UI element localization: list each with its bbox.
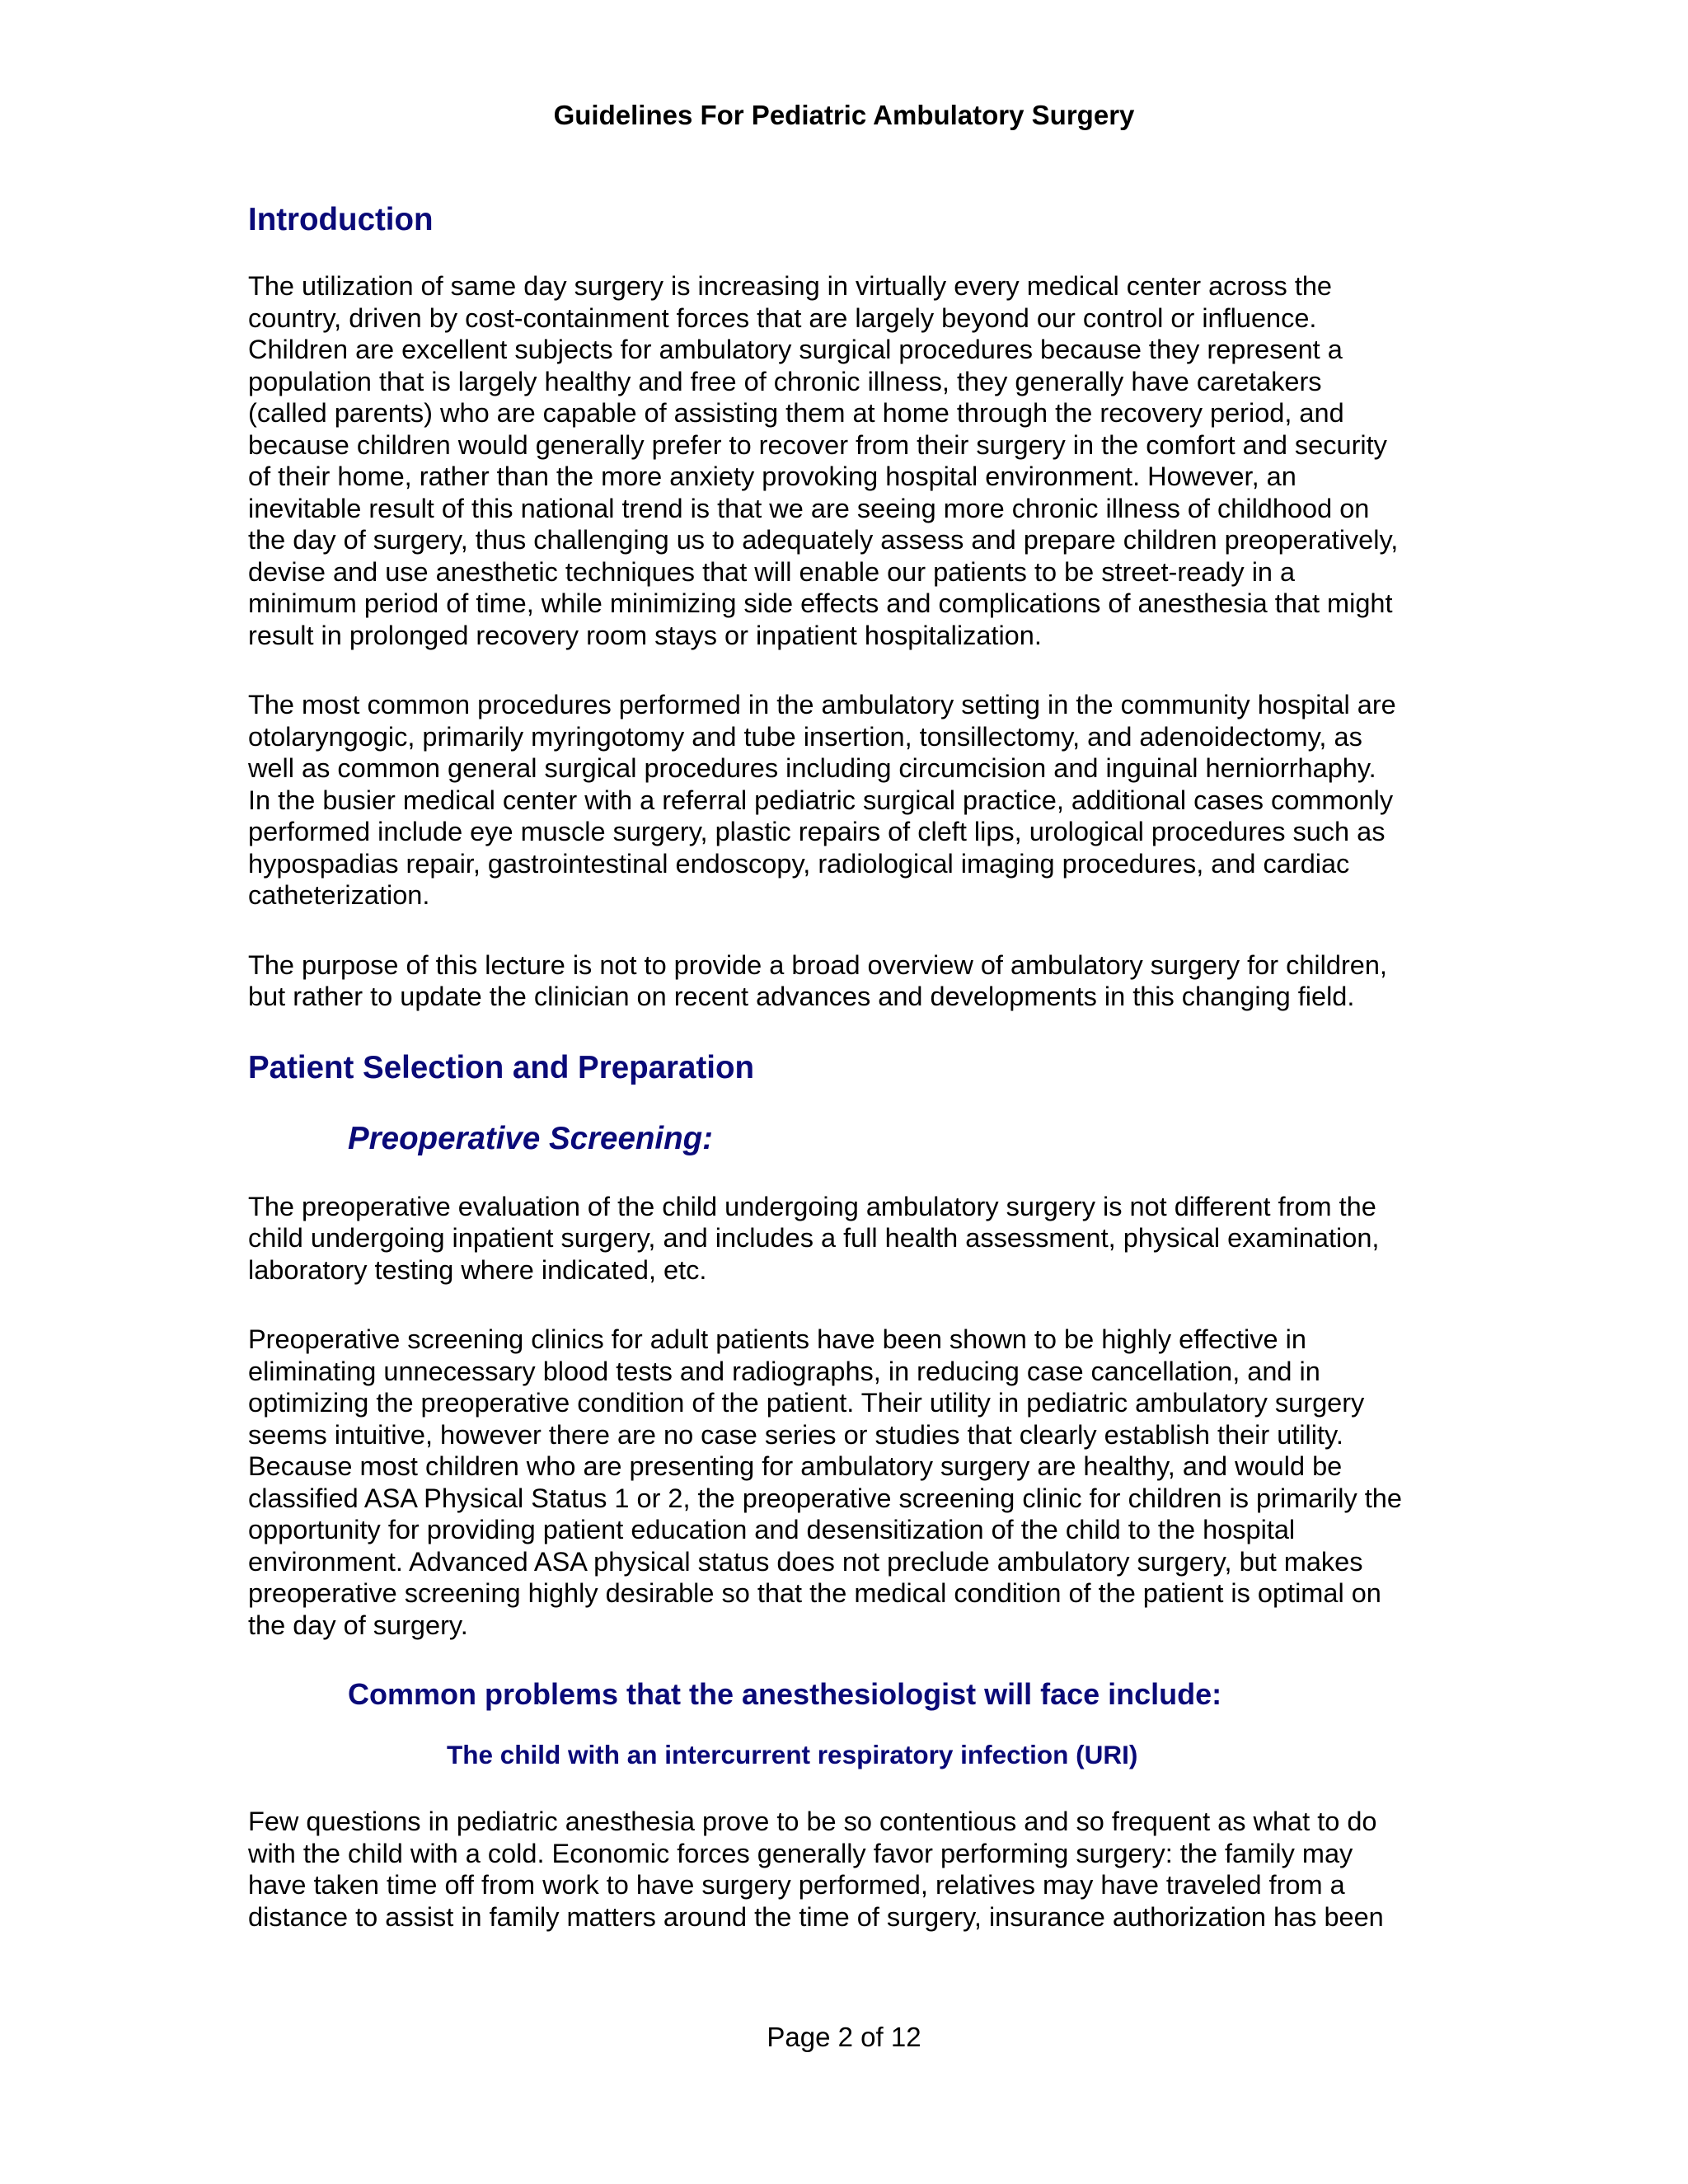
intro-paragraph-1: The utilization of same day surgery is increasing in virtually every medical center across the country, driven by cost-containment forces that are largely beyond our control or influence. Children are excellent subjects for ambulatory surgical procedures because they represent a population that is largely healthy and free of chronic illness, they generally have caretakers (called parents) who are capable of assisting them at home through the recovery period, and because children would generally prefer to recover from their surgery in the comfort and security of their home, rather than the more anxiety provoking hospital environment. However, an inevitable result of this national trend is that we are seeing more chronic illness of childhood on the day of surgery, thus challenging us to adequately assess and prepare children preoperatively, devise and use anesthetic techniques that will enable our patients to be street-ready in a minimum period of time, while minimizing side effects and complications of anesthesia that might result in prolonged recovery room stays or inpatient hospitalization.: [248, 271, 1399, 650]
subsection-heading-preoperative-screening: Preoperative Screening:: [348, 1120, 713, 1156]
intro-paragraph-3: The purpose of this lecture is not to provide a broad overview of ambulatory surgery for children, but rather to update the clinician on recent advances and developments in this changing field.: [248, 949, 1387, 1011]
section-heading-introduction: Introduction: [248, 202, 434, 237]
subheading-common-problems: Common problems that the anesthesiologist will face include:: [348, 1677, 1222, 1711]
section-heading-patient-selection: Patient Selection and Preparation: [248, 1049, 755, 1085]
screening-paragraph-1: The preoperative evaluation of the child undergoing ambulatory surgery is not different from the child undergoing inpatient surgery, and includes a full health assessment, physical examination, laboratory testing where indicated, etc.: [248, 1191, 1380, 1285]
screening-paragraph-2: Preoperative screening clinics for adult patients have been shown to be highly effective in eliminating unnecessary blood tests and radiographs, in reducing case cancellation, and in optimizing the preoperative condition of the patient. Their utility in pediatric ambulatory surgery seems intuitive, however there are no case series or studies that clearly establish their utility. Because most children who are presenting for ambulatory surgery are healthy, and would be classified ASA Physical Status 1 or 2, the preoperative screening clinic for children is primarily the opportunity for providing patient education and desensitization of the child to the hospital environment. Advanced ASA physical status does not preclude ambulatory surgery, but makes preoperative screening highly desirable so that the medical condition of the patient is optimal on the day of surgery.: [248, 1324, 1402, 1640]
document-body: [248, 199, 1460, 1933]
page-number: Page 2 of 12: [767, 2022, 921, 2052]
uri-paragraph: Few questions in pediatric anesthesia prove to be so contentious and so frequent as what to do with the child with a cold. Economic forces generally favor performing surgery: the family may have taken time off from work to have surgery performed, relatives may have traveled from a distance to assist in family matters around the time of surgery, insurance authorization has been: [248, 1807, 1384, 1932]
minor-heading-uri: The child with an intercurrent respiratory infection (URI): [447, 1740, 1138, 1769]
running-header-title: Guidelines For Pediatric Ambulatory Surgery: [553, 100, 1135, 130]
intro-paragraph-2: The most common procedures performed in the ambulatory setting in the community hospital are otolaryngogic, primarily myringotomy and tube insertion, tonsillectomy, and adenoidectomy, as well as common general surgical procedures including circumcision and inguinal herniorrhaphy. In the busier medical center with a referral pediatric surgical practice, additional cases commonly performed include eye muscle surgery, plastic repairs of cleft lips, urological procedures such as hypospadias repair, gastrointestinal endoscopy, radiological imaging procedures, and cardiac catheterization.: [248, 690, 1396, 910]
